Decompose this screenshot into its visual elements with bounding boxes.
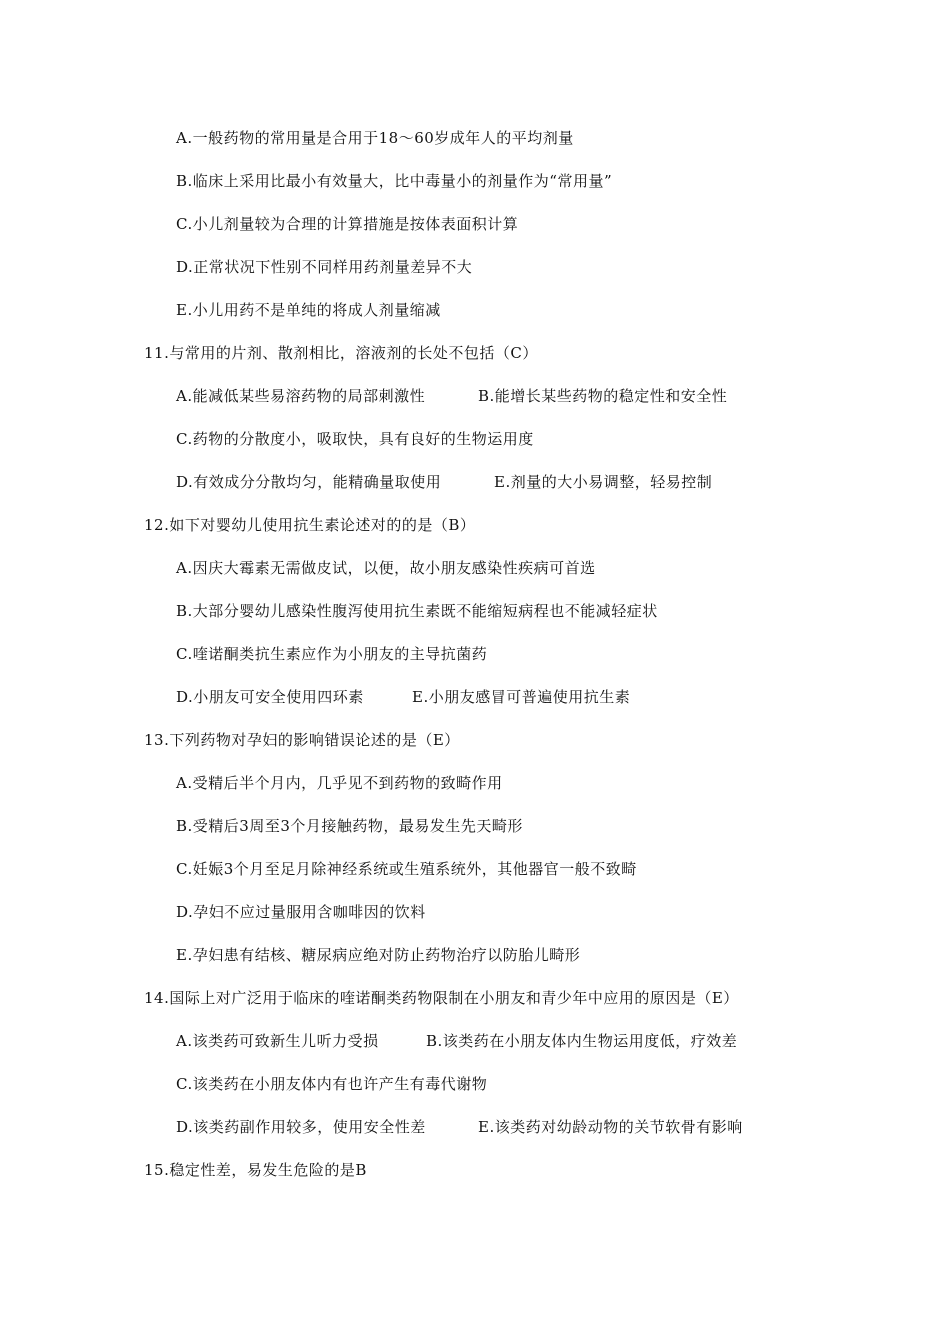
q10-option-c: C.小儿剂量较为合理的计算措施是按体表面积计算 xyxy=(176,215,519,233)
q11-options-ab xyxy=(176,386,876,406)
q12-options-de xyxy=(176,687,876,707)
q12-option-d: D.小朋友可安全使用四环素 xyxy=(176,688,364,706)
question-14: 14.国际上对广泛用于临床的喹诺酮类药物限制在小朋友和青少年中应用的原因是（E） xyxy=(144,989,739,1007)
q13-option-b: B.受精后3周至3个月接触药物，最易发生先天畸形 xyxy=(176,817,523,835)
q11-option-d: D.有效成分分散均匀，能精确量取使用 xyxy=(176,473,442,491)
question-15: 15.稳定性差，易发生危险的是B xyxy=(144,1161,367,1179)
q10-option-e: E.小儿用药不是单纯的将成人剂量缩减 xyxy=(176,301,441,319)
q11-option-b: B.能增长某些药物的稳定性和安全性 xyxy=(478,387,728,405)
q14-options-ab xyxy=(176,1031,876,1051)
q14-option-c: C.该类药在小朋友体内有也许产生有毒代谢物 xyxy=(176,1075,488,1093)
question-11: 11.与常用的片剂、散剂相比，溶液剂的长处不包括（C） xyxy=(144,344,538,362)
q12-option-a: A.因庆大霉素无需做皮试，以便，故小朋友感染性疾病可首选 xyxy=(176,559,596,577)
q13-option-a: A.受精后半个月内，几乎见不到药物的致畸作用 xyxy=(176,774,503,792)
q11-option-a: A.能减低某些易溶药物的局部刺激性 xyxy=(176,387,426,405)
q14-options-de xyxy=(176,1117,876,1137)
q11-option-e: E.剂量的大小易调整，轻易控制 xyxy=(494,473,713,491)
q12-option-c: C.喹诺酮类抗生素应作为小朋友的主导抗菌药 xyxy=(176,645,488,663)
q13-option-d: D.孕妇不应过量服用含咖啡因的饮料 xyxy=(176,903,426,921)
q10-option-b: B.临床上采用比最小有效量大，比中毒量小的剂量作为“常用量” xyxy=(176,172,613,190)
q13-option-e: E.孕妇患有结核、糖尿病应绝对防止药物治疗以防胎儿畸形 xyxy=(176,946,581,964)
q14-option-d: D.该类药副作用较多，使用安全性差 xyxy=(176,1118,426,1136)
q13-option-c: C.妊娠3个月至足月除神经系统或生殖系统外，其他器官一般不致畸 xyxy=(176,860,637,878)
q14-option-b: B.该类药在小朋友体内生物运用度低，疗效差 xyxy=(426,1032,738,1050)
q12-option-b: B.大部分婴幼儿感染性腹泻使用抗生素既不能缩短病程也不能减轻症状 xyxy=(176,602,658,620)
q14-option-a: A.该类药可致新生儿听力受损 xyxy=(176,1032,379,1050)
q14-option-e: E.该类药对幼龄动物的关节软骨有影响 xyxy=(478,1118,743,1136)
question-13: 13.下列药物对孕妇的影响错误论述的是（E） xyxy=(144,731,460,749)
q11-option-c: C.药物的分散度小，吸取快，具有良好的生物运用度 xyxy=(176,430,534,448)
q10-option-a: A.一般药物的常用量是合用于18～60岁成年人的平均剂量 xyxy=(176,129,574,147)
q12-option-e: E.小朋友感冒可普遍使用抗生素 xyxy=(412,688,631,706)
question-12: 12.如下对婴幼儿使用抗生素论述对的的是（B） xyxy=(144,516,476,534)
q11-options-de xyxy=(176,472,876,492)
q10-option-d: D.正常状况下性别不同样用药剂量差异不大 xyxy=(176,258,473,276)
